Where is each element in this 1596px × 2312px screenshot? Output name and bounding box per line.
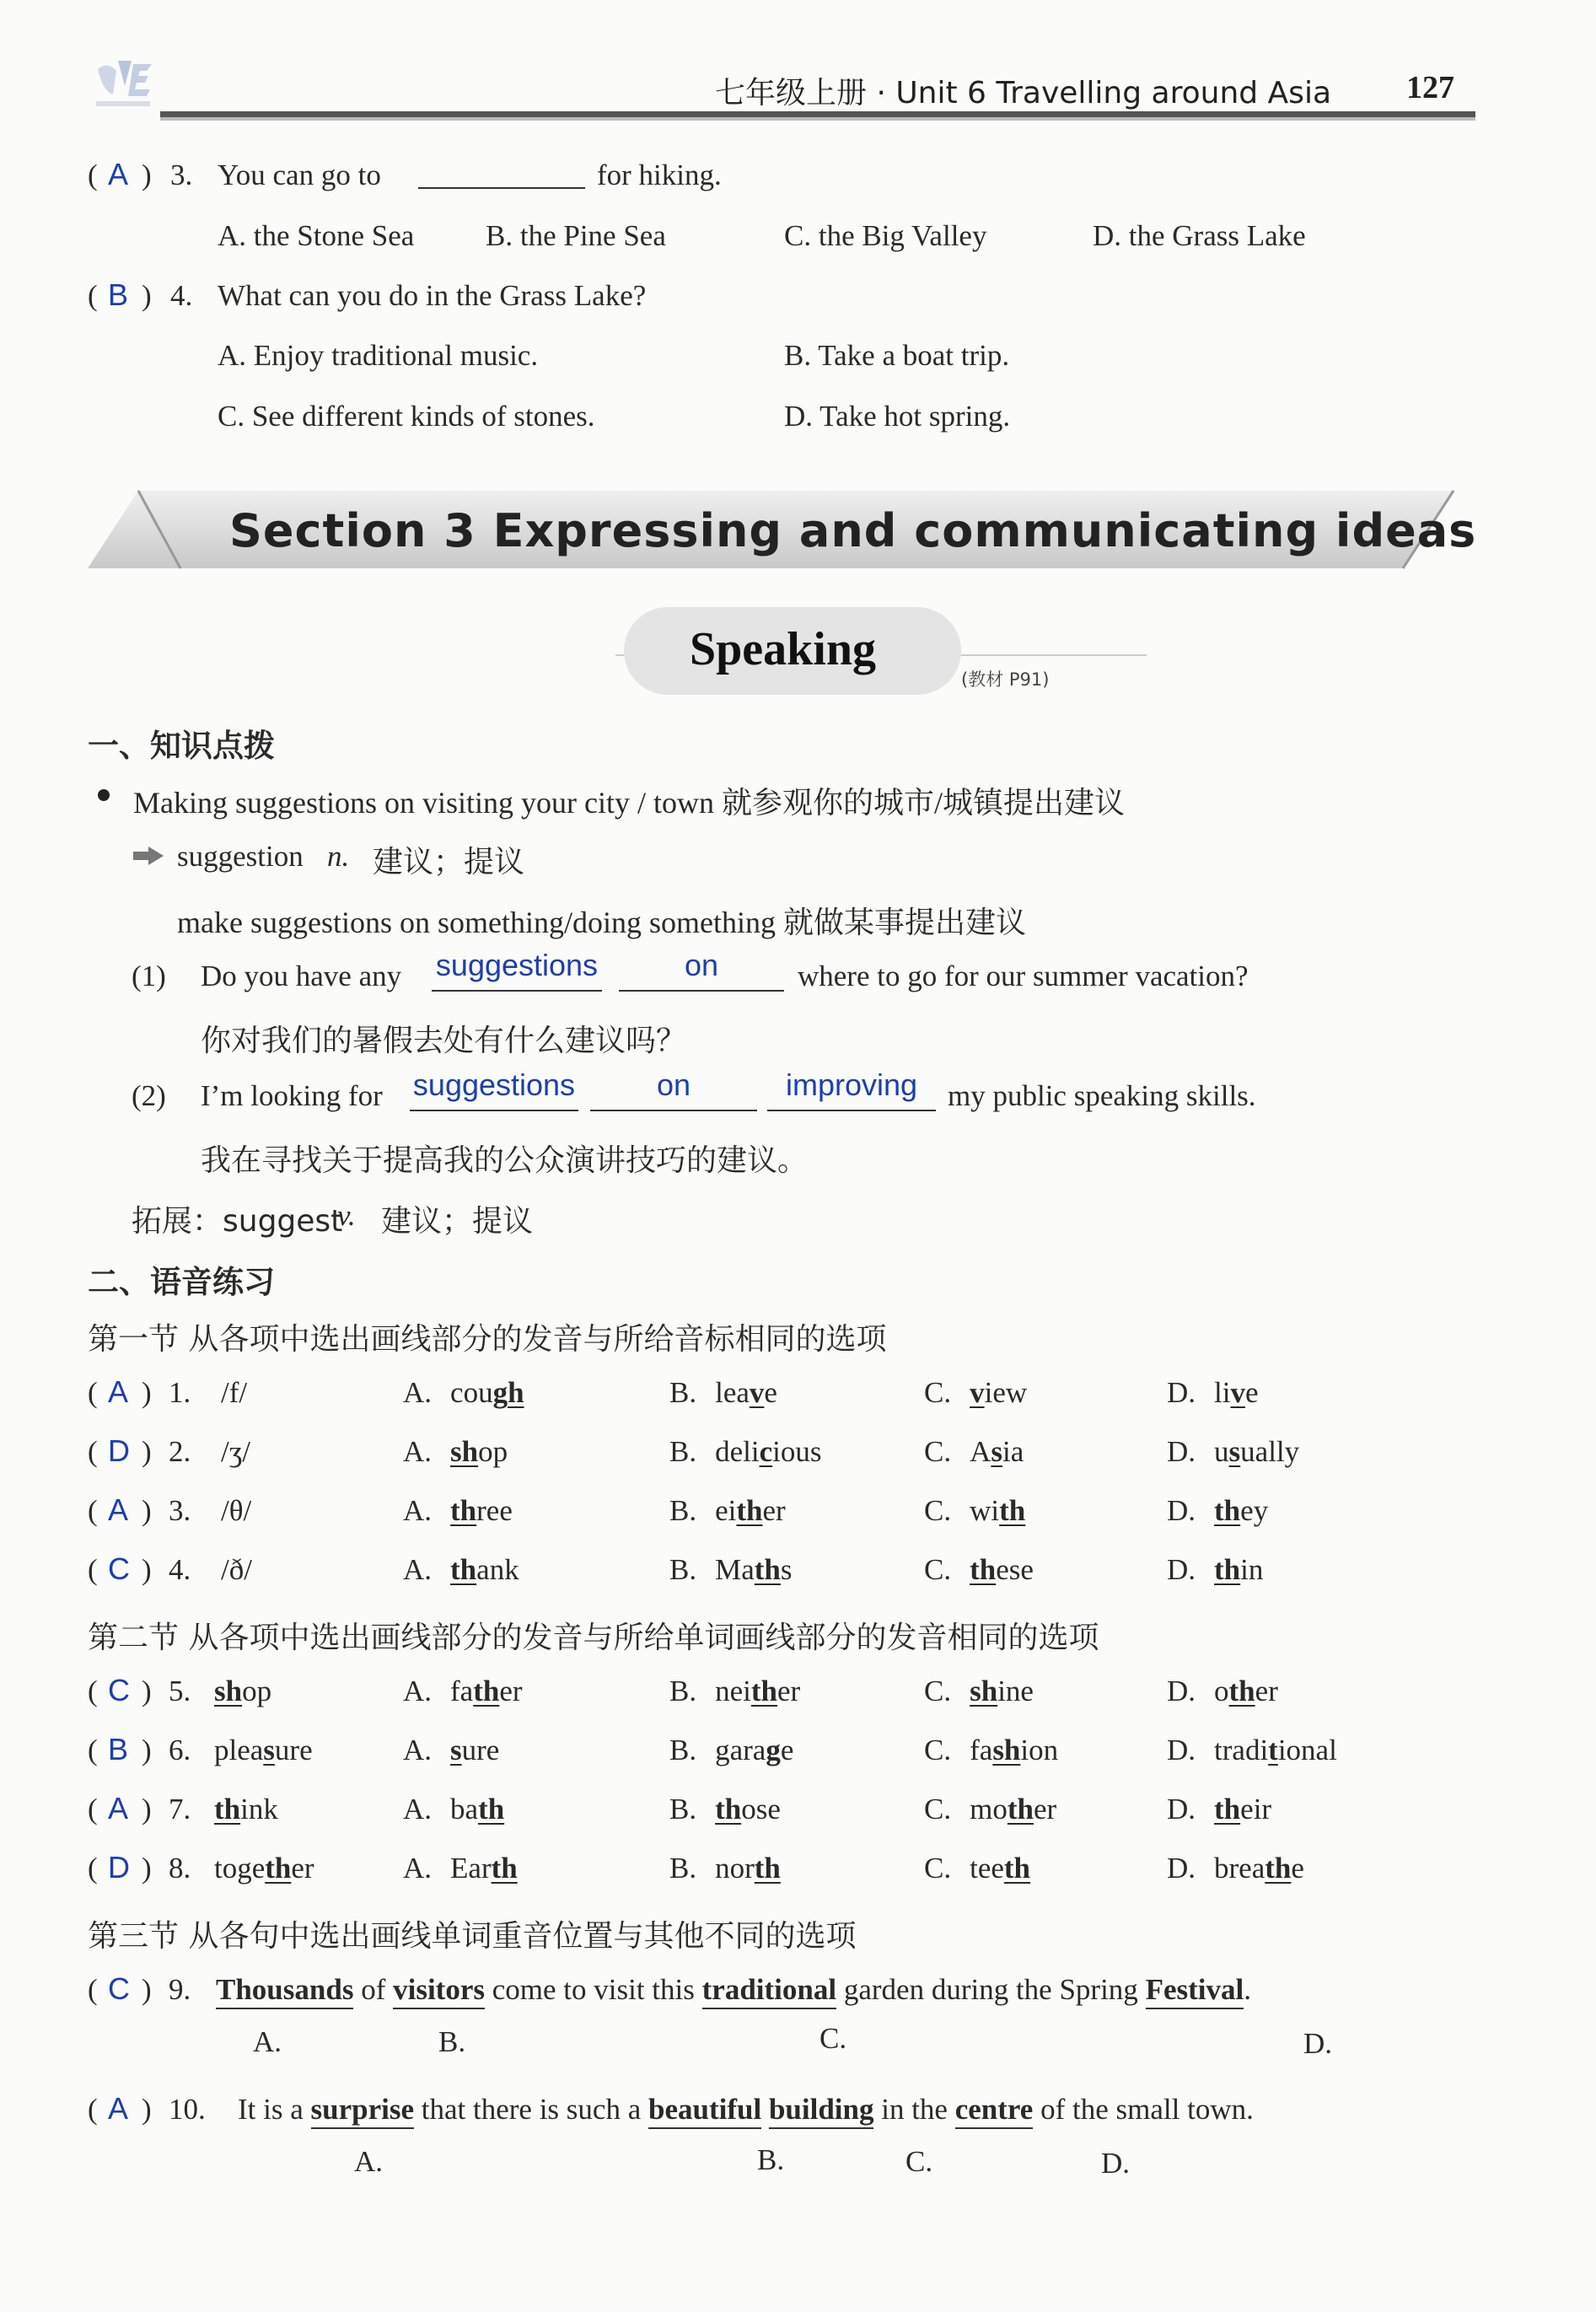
underlined-letters: th: [491, 1852, 518, 1885]
given-word-text: shop: [214, 1675, 272, 1707]
underlined-letters: s: [263, 1734, 275, 1766]
vocab-pos: n.: [327, 840, 350, 873]
option-word: shine: [970, 1675, 1034, 1707]
example-number: (2): [132, 1079, 166, 1112]
option-c: [924, 1794, 1056, 1824]
option-word: leave: [715, 1376, 777, 1409]
question-number: 6.: [169, 1734, 191, 1766]
filled-answer: on: [656, 1067, 691, 1102]
answer-letter: A: [108, 157, 129, 191]
option-a: [403, 1496, 513, 1525]
option-label-d: D.: [1303, 2027, 1333, 2060]
question-stem-end: for hiking.: [597, 159, 722, 191]
option-letter: C.: [924, 1376, 952, 1409]
option-word: other: [1214, 1675, 1278, 1707]
answer-letter: B: [108, 277, 129, 312]
option-letter: C.: [924, 1734, 952, 1766]
option-letter: A.: [403, 1852, 433, 1885]
answer-letter: B: [108, 1732, 129, 1766]
answer-paren: ): [142, 159, 152, 191]
answer-paren: ): [142, 1553, 152, 1586]
option-word: either: [715, 1494, 786, 1527]
option-label-b: B.: [757, 2143, 785, 2176]
answer-letter: A: [108, 2091, 129, 2126]
vocab-word: suggestion: [177, 840, 304, 873]
bullet-dot: [98, 789, 110, 801]
option-word: fashion: [970, 1734, 1059, 1766]
given-word: [214, 1676, 271, 1706]
header-rule-shadow: [160, 117, 1475, 121]
question-number: 8.: [169, 1852, 191, 1885]
underlined-letters: th: [736, 1494, 763, 1527]
option-c: C. the Big Valley: [784, 219, 987, 252]
option-letter: A.: [403, 1376, 433, 1409]
speaking-title: Speaking: [690, 623, 876, 675]
question-number: 2.: [169, 1435, 191, 1468]
option-d: [1167, 1794, 1271, 1824]
underlined-letters: th: [1214, 1494, 1241, 1527]
option-letter: B.: [669, 1852, 697, 1885]
question-number: 7.: [169, 1793, 191, 1825]
underlined-letters: th: [214, 1793, 241, 1825]
publisher-logo: [91, 52, 159, 111]
option-label-a: A.: [253, 2025, 282, 2058]
answer-paren: ): [142, 1675, 152, 1707]
vocab-phrase: make suggestions on something/doing something 就做某事提出建议: [177, 906, 1026, 939]
blank-1[interactable]: [432, 990, 602, 992]
underlined-word: Thousands: [216, 1973, 353, 2009]
underlined-letters: th: [750, 1675, 777, 1707]
option-letter: B.: [669, 1675, 697, 1707]
question-number: 4.: [170, 279, 193, 312]
option-c: [924, 1555, 1034, 1584]
option-d: D. the Grass Lake: [1093, 219, 1306, 252]
option-a: [403, 1378, 524, 1407]
option-b: [669, 1676, 800, 1706]
answer-paren: (: [88, 1734, 98, 1766]
option-word: father: [450, 1675, 523, 1707]
option-letter: D.: [1167, 1494, 1196, 1527]
option-label-a: A.: [354, 2145, 384, 2178]
option-letter: A.: [403, 1494, 433, 1527]
question-number: 4.: [169, 1553, 191, 1586]
underlined-letters: th: [754, 1852, 781, 1885]
option-label-b: B.: [438, 2025, 466, 2058]
option-a: A. Enjoy traditional music.: [218, 339, 539, 372]
question-number: 3.: [170, 159, 193, 191]
answer-paren: (: [88, 1376, 98, 1409]
option-letter: D.: [1167, 1675, 1196, 1707]
question-sentence: Thousands of visitors come to visit this traditional garden during the Spring Festival.: [216, 1975, 1251, 2004]
option-word: those: [715, 1793, 781, 1825]
answer-paren: (: [88, 1675, 98, 1707]
phonetic-symbol: /θ/: [221, 1494, 252, 1527]
example-post: where to go for our summer vacation?: [798, 960, 1249, 992]
phonetic-symbol: /f/: [221, 1376, 248, 1409]
underlined-letters: th: [1265, 1852, 1292, 1885]
option-a: [403, 1794, 504, 1824]
option-word: delicious: [715, 1435, 822, 1468]
answer-paren: (: [88, 1553, 98, 1586]
answer-letter: D: [108, 1433, 130, 1468]
underlined-letters: gh: [492, 1376, 524, 1409]
underlined-letters: th: [450, 1553, 477, 1586]
page-number: 127: [1406, 70, 1454, 105]
option-word: they: [1214, 1494, 1269, 1527]
option-a: [403, 1735, 499, 1765]
option-b: B. Take a boat trip.: [784, 339, 1010, 372]
option-b: B. the Pine Sea: [486, 219, 666, 252]
option-word: view: [970, 1376, 1028, 1409]
answer-letter: C: [108, 1673, 130, 1707]
option-word: teeth: [970, 1852, 1031, 1885]
given-word-text: together: [214, 1852, 314, 1885]
answer-letter: C: [108, 1551, 130, 1586]
phonetic-symbol: /ð/: [221, 1553, 252, 1586]
underlined-letters: s: [1228, 1435, 1241, 1468]
option-word: Earth: [450, 1852, 518, 1885]
extension-pos: v.: [337, 1199, 356, 1232]
option-word: traditional: [1214, 1734, 1337, 1766]
question-stem: You can go to: [218, 159, 381, 191]
option-c: [924, 1853, 1030, 1883]
underlined-letters: g: [766, 1734, 781, 1766]
option-word: Asia: [970, 1435, 1024, 1468]
question-number: 1.: [169, 1376, 191, 1409]
underlined-letters: th: [1007, 1793, 1034, 1825]
underlined-letters: th: [1003, 1852, 1031, 1885]
option-letter: C.: [924, 1494, 952, 1527]
option-letter: C.: [924, 1435, 952, 1468]
option-letter: B.: [669, 1435, 697, 1468]
option-c: [924, 1378, 1027, 1407]
extension-label: 拓展：suggest: [132, 1204, 343, 1239]
answer-letter: A: [108, 1374, 129, 1409]
answer-paren: (: [88, 1435, 98, 1468]
answer-paren: (: [88, 1494, 98, 1527]
underlined-word: surprise: [311, 2093, 415, 2129]
underlined-letters: v: [970, 1376, 985, 1409]
option-word: live: [1214, 1376, 1259, 1409]
underlined-letters: sh: [450, 1435, 479, 1468]
option-b: [669, 1735, 793, 1765]
underlined-word: Festival: [1146, 1973, 1244, 2009]
option-word: shop: [450, 1435, 508, 1468]
answer-paren: ): [142, 1734, 152, 1766]
option-letter: D.: [1167, 1376, 1196, 1409]
option-letter: A.: [403, 1553, 433, 1586]
blank-2[interactable]: [590, 1110, 757, 1111]
filled-answer: suggestions: [412, 1067, 576, 1102]
option-word: these: [970, 1553, 1034, 1586]
underlined-letters: th: [478, 1793, 505, 1825]
question-number: 3.: [169, 1494, 191, 1527]
question-number: 5.: [169, 1675, 191, 1707]
underlined-word: visitors: [393, 1973, 485, 2009]
answer-paren: (: [88, 1973, 98, 2006]
option-letter: B.: [669, 1494, 697, 1527]
section-1-instruction: 第一节 从各项中选出画线部分的发音与所给音标相同的选项: [88, 1322, 887, 1357]
underlined-letters: th: [715, 1793, 742, 1825]
option-b: [669, 1853, 781, 1883]
option-c: [924, 1735, 1058, 1765]
underlined-letters: t: [1268, 1734, 1278, 1766]
header-title: 七年级上册 · Unit 6 Travelling around Asia: [715, 76, 1332, 110]
option-word: breathe: [1214, 1852, 1304, 1885]
option-a: [403, 1555, 519, 1584]
underlined-letters: th: [999, 1494, 1026, 1527]
underlined-letters: th: [450, 1494, 477, 1527]
vocab-meaning: 建议；提议: [373, 845, 525, 879]
option-a: [403, 1437, 508, 1466]
underlined-word: centre: [955, 2093, 1034, 2129]
option-d: [1167, 1676, 1278, 1706]
answer-blank[interactable]: [418, 187, 585, 189]
option-d: [1167, 1378, 1259, 1407]
option-d: [1167, 1555, 1263, 1584]
option-a: [403, 1853, 518, 1883]
filled-answer: suggestions: [435, 948, 599, 982]
option-word: with: [970, 1494, 1026, 1527]
answer-letter: C: [108, 1971, 130, 2006]
question-number: 10.: [169, 2093, 206, 2126]
answer-paren: (: [88, 1793, 98, 1825]
option-word: neither: [715, 1675, 801, 1707]
given-word-text: think: [214, 1793, 278, 1825]
option-d: [1167, 1853, 1304, 1883]
option-letter: B.: [669, 1734, 697, 1766]
option-a: [403, 1676, 523, 1706]
header-rule: [160, 111, 1475, 117]
option-letter: C.: [924, 1675, 952, 1707]
given-word: [214, 1853, 314, 1883]
option-letter: A.: [403, 1734, 433, 1766]
option-word: north: [715, 1852, 781, 1885]
option-d: [1167, 1735, 1337, 1765]
underlined-letters: sh: [992, 1734, 1021, 1766]
section-3-instruction: 第三节 从各句中选出画线单词重音位置与其他不同的选项: [88, 1919, 857, 1954]
option-d: D. Take hot spring.: [784, 400, 1011, 433]
answer-letter: D: [108, 1850, 130, 1885]
option-word: thin: [1214, 1553, 1264, 1586]
option-letter: D.: [1167, 1852, 1196, 1885]
example-pre: Do you have any: [201, 960, 402, 992]
arrow-icon: [132, 845, 165, 867]
option-c: C. See different kinds of stones.: [218, 400, 595, 433]
underlined-letters: th: [1228, 1675, 1255, 1707]
answer-letter: A: [108, 1492, 129, 1527]
underlined-word: building: [769, 2093, 874, 2129]
answer-paren: (: [88, 2093, 98, 2126]
section-2-instruction: 第二节 从各项中选出画线部分的发音与所给单词画线部分的发音相同的选项: [88, 1621, 1099, 1655]
option-letter: B.: [669, 1376, 697, 1409]
answer-paren: ): [142, 1852, 152, 1885]
answer-paren: (: [88, 1852, 98, 1885]
underlined-letters: th: [754, 1553, 781, 1586]
example-translation: 我在寻找关于提高我的公众演讲技巧的建议。: [201, 1143, 809, 1178]
option-d: [1167, 1496, 1268, 1525]
extension-meaning: 建议；提议: [381, 1204, 534, 1239]
option-word: three: [450, 1494, 513, 1527]
option-b: [669, 1378, 777, 1407]
filled-answer: improving: [785, 1067, 918, 1102]
underlined-letters: s: [991, 1435, 1003, 1468]
option-word: sure: [450, 1734, 500, 1766]
answer-paren: (: [88, 159, 98, 191]
option-word: Maths: [715, 1553, 793, 1586]
option-word: cough: [450, 1376, 524, 1409]
answer-paren: ): [142, 1793, 152, 1825]
option-b: [669, 1496, 786, 1525]
option-letter: B.: [669, 1793, 697, 1825]
option-a: A. the Stone Sea: [218, 219, 415, 252]
given-word: [214, 1735, 313, 1765]
option-c: [924, 1676, 1034, 1706]
option-label-c: C.: [905, 2145, 933, 2178]
option-letter: A.: [403, 1435, 433, 1468]
option-word: thank: [450, 1553, 519, 1586]
underlined-letters: th: [970, 1553, 997, 1586]
underlined-letters: v: [1230, 1376, 1245, 1409]
option-letter: A.: [403, 1675, 433, 1707]
option-c: [924, 1496, 1025, 1525]
phonetic-symbol: /ʒ/: [221, 1435, 250, 1468]
underlined-letters: th: [473, 1675, 500, 1707]
option-letter: D.: [1167, 1553, 1196, 1586]
example-post: my public speaking skills.: [948, 1079, 1256, 1112]
option-label-d: D.: [1101, 2147, 1131, 2180]
option-b: [669, 1437, 822, 1466]
underlined-letters: s: [450, 1734, 462, 1766]
answer-paren: ): [142, 1973, 152, 2006]
part1-heading: 一、知识点拨: [88, 728, 275, 764]
answer-letter: A: [108, 1791, 129, 1825]
option-word: usually: [1214, 1435, 1300, 1468]
underlined-letters: sh: [214, 1675, 243, 1707]
underlined-letters: v: [749, 1376, 765, 1409]
underlined-letters: c: [759, 1435, 773, 1468]
bullet-text: Making suggestions on visiting your city / town 就参观你的城市/城镇提出建议: [133, 786, 1125, 820]
option-letter: D.: [1167, 1793, 1196, 1825]
option-word: bath: [450, 1793, 505, 1825]
answer-paren: ): [142, 1376, 152, 1409]
option-word: garage: [715, 1734, 794, 1766]
textbook-ref: (教材 P91): [961, 669, 1050, 690]
answer-paren: ): [142, 279, 152, 312]
option-label-c: C.: [819, 2022, 847, 2055]
underlined-word: traditional: [702, 1973, 836, 2009]
option-letter: A.: [403, 1793, 433, 1825]
option-letter: C.: [924, 1852, 952, 1885]
blank-2[interactable]: [619, 990, 784, 992]
option-b: [669, 1555, 793, 1584]
underlined-letters: th: [265, 1852, 292, 1885]
question-number: 9.: [169, 1973, 191, 2006]
option-letter: D.: [1167, 1435, 1196, 1468]
option-word: mother: [970, 1793, 1057, 1825]
underlined-word: beautiful: [648, 2093, 761, 2129]
given-word: [214, 1794, 278, 1824]
underlined-letters: th: [1214, 1553, 1241, 1586]
option-c: [924, 1437, 1024, 1466]
question-stem: What can you do in the Grass Lake?: [218, 279, 647, 312]
question-sentence: It is a surprise that there is such a beautiful building in the centre of the small town.: [238, 2094, 1254, 2124]
answer-paren: ): [142, 2093, 152, 2126]
example-pre: I’m looking for: [201, 1079, 383, 1112]
option-d: [1167, 1437, 1299, 1466]
blank-3[interactable]: [767, 1110, 936, 1111]
filled-answer: on: [684, 948, 719, 982]
example-number: (1): [132, 960, 166, 992]
underlined-letters: th: [1214, 1793, 1241, 1825]
blank-1[interactable]: [410, 1110, 578, 1111]
option-letter: C.: [924, 1553, 952, 1586]
example-translation: 你对我们的暑假去处有什么建议吗？: [201, 1024, 687, 1058]
option-word: their: [1214, 1793, 1272, 1825]
underlined-letters: sh: [970, 1675, 998, 1707]
part2-heading: 二、语音练习: [88, 1264, 275, 1300]
option-letter: D.: [1167, 1734, 1196, 1766]
section-title: Section 3 Expressing and communicating ideas: [229, 504, 1477, 557]
option-letter: C.: [924, 1793, 952, 1825]
answer-paren: (: [88, 279, 98, 312]
given-word-text: pleasure: [214, 1734, 313, 1766]
answer-paren: ): [142, 1494, 152, 1527]
option-b: [669, 1794, 781, 1824]
option-letter: B.: [669, 1553, 697, 1586]
answer-paren: ): [142, 1435, 152, 1468]
